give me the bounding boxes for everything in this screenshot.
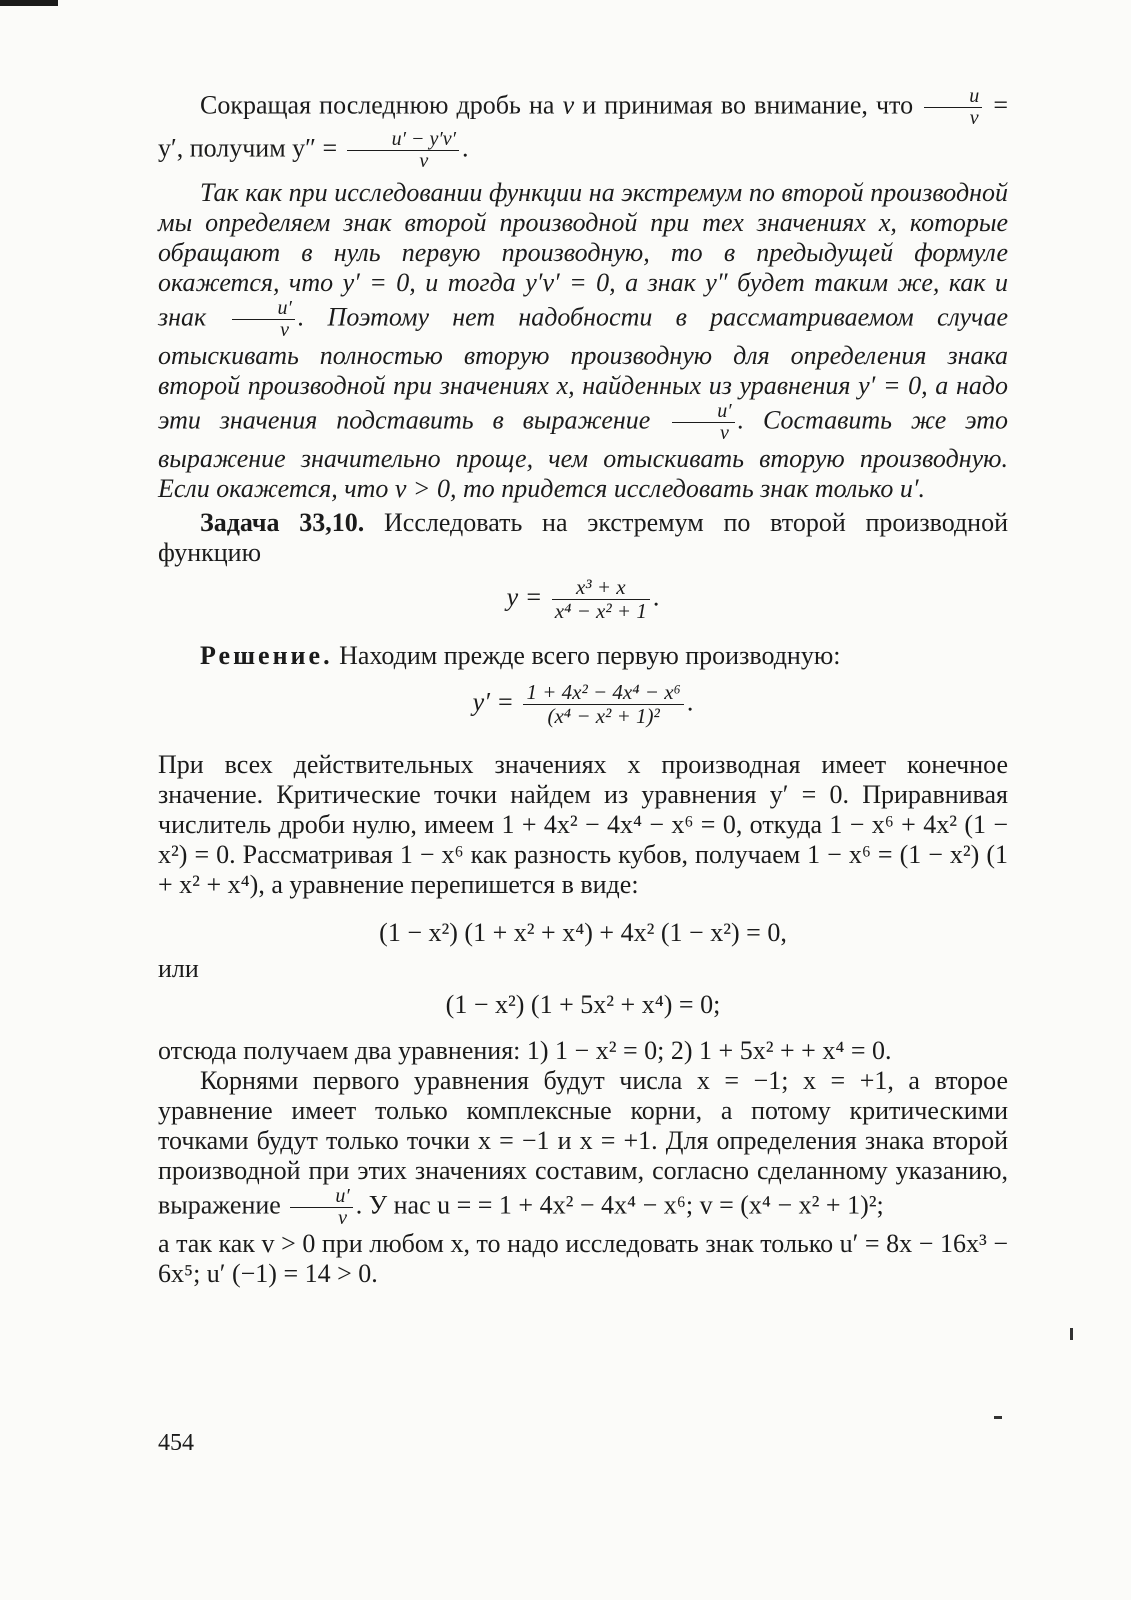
formula-lhs: y′ = (472, 687, 521, 717)
denominator: v (419, 150, 429, 172)
fraction (290, 1186, 352, 1229)
text: и принимая во внимание, что (574, 90, 922, 120)
numerator: u′ (290, 1186, 352, 1208)
paragraph-4 (158, 1036, 1008, 1066)
text: . (652, 582, 660, 612)
scan-speck (1070, 1328, 1073, 1340)
equation-text: (1 − x²) (1 + 5x² + x⁴) = 0; (445, 990, 721, 1019)
paragraph-3 (158, 750, 1008, 900)
equation-2 (158, 990, 1008, 1020)
text: Находим прежде всего первую производную: (332, 641, 841, 670)
solution-intro (158, 641, 1008, 671)
numerator: u′ − y′v′ (347, 129, 459, 151)
text: Исследовать на экстремум по второй производной функцию (158, 508, 1008, 567)
page-body (158, 78, 1008, 1289)
numerator: 1 + 4x² − 4x⁴ − x⁶ (523, 681, 683, 705)
scan-mark (0, 0, 58, 6)
fraction (552, 576, 650, 623)
numerator: x³ + x (552, 576, 650, 600)
task-statement (158, 508, 1008, 568)
denominator: (x⁴ − x² + 1)² (547, 704, 660, 728)
formula-lhs: y = (506, 582, 549, 612)
paragraph-5 (158, 1066, 1008, 1229)
fraction (232, 298, 294, 341)
denominator: x⁴ − x² + 1 (554, 599, 647, 623)
page-number: 454 (158, 1430, 194, 1456)
or-word: или (158, 954, 199, 983)
text: . Составить же это выражение значительно проще, чем отыскивать вторую производную. Если окажется, что v > 0, то придется исследовать знак только u′. (158, 405, 1009, 503)
text: отсюда получаем два уравнения: 1) 1 − x² = 0; 2) 1 + 5x² + + x⁴ = 0. (158, 1036, 892, 1065)
numerator: u (924, 86, 982, 108)
paragraph-2 (158, 178, 1008, 504)
text: а так как v > 0 при любом x, то надо исследовать знак только u′ = 8x − 16x³ − 6x⁵; u′ (−1) = 14 > 0. (158, 1229, 1008, 1288)
text: Так как при исследовании функции на экстремум по второй производной мы определяем знак второй производной при тех значениях x, которые обращают в нуль первую производную, то в предыдущей формуле окажется, что y′ = 0, и тогда y′v′ = 0, а знак y″ будет таким же, как и знак (158, 178, 1008, 332)
fraction (523, 681, 683, 728)
task-formula (158, 576, 1008, 623)
numerator: u′ (672, 401, 734, 423)
text: . (462, 133, 469, 163)
numerator: u′ (232, 298, 294, 320)
text: . Поэтому нет надобности в рассматриваемом случае отыскивать полностью вторую производную для определения знака второй производной при значениях x, найденных из уравнения y′ = 0, а надо эти значения подставить в выражение (158, 302, 1008, 435)
denominator: v (719, 422, 729, 444)
fraction (347, 129, 459, 172)
task-label: Задача 33,10. (200, 508, 365, 537)
paragraph-1 (158, 86, 1008, 172)
text: Корнями первого уравнения будут числа x = −1; x = +1, а второе уравнение имеет только комплексные корни, а потому критическими точками будут только точки x = −1 и x = +1. Для определения знака второй производной при этих значениях составим, согласно сделанному указанию, выражение (158, 1066, 1008, 1220)
denominator: v (338, 1207, 347, 1229)
text: . (686, 687, 694, 717)
denominator: v (280, 319, 290, 341)
derivative-formula (158, 681, 1008, 728)
math-var: v (562, 90, 575, 120)
text: . У нас u = = 1 + 4x² − 4x⁴ − x⁶; v = (x⁴ − x² + 1)²; (355, 1190, 884, 1220)
scan-speck (994, 1416, 1002, 1419)
denominator: v (969, 107, 979, 129)
fraction (672, 401, 734, 444)
text: При всех действительных значениях x производная имеет конечное значение. Критические точки найдем из уравнения y′ = 0. Приравнивая числитель дроби нулю, имеем 1 + 4x² − 4x⁴ − x⁶ = 0, откуда 1 − x⁶ + 4x² (1 − x²) = 0. Рассматривая 1 − x⁶ как разность кубов, получаем 1 − x⁶ = (1 − x²) (1 + x² + x⁴), а уравнение перепишется в виде: (158, 750, 1008, 899)
fraction (924, 86, 982, 129)
equation-1 (158, 918, 1008, 948)
text: Сокращая последнюю дробь на (200, 90, 563, 120)
text: = y′, получим y″ = (158, 90, 1008, 163)
equation-text: (1 − x²) (1 + x² + x⁴) + 4x² (1 − x²) = 0, (379, 918, 787, 947)
paragraph-6 (158, 1229, 1008, 1289)
solution-label: Решение. (200, 641, 333, 670)
